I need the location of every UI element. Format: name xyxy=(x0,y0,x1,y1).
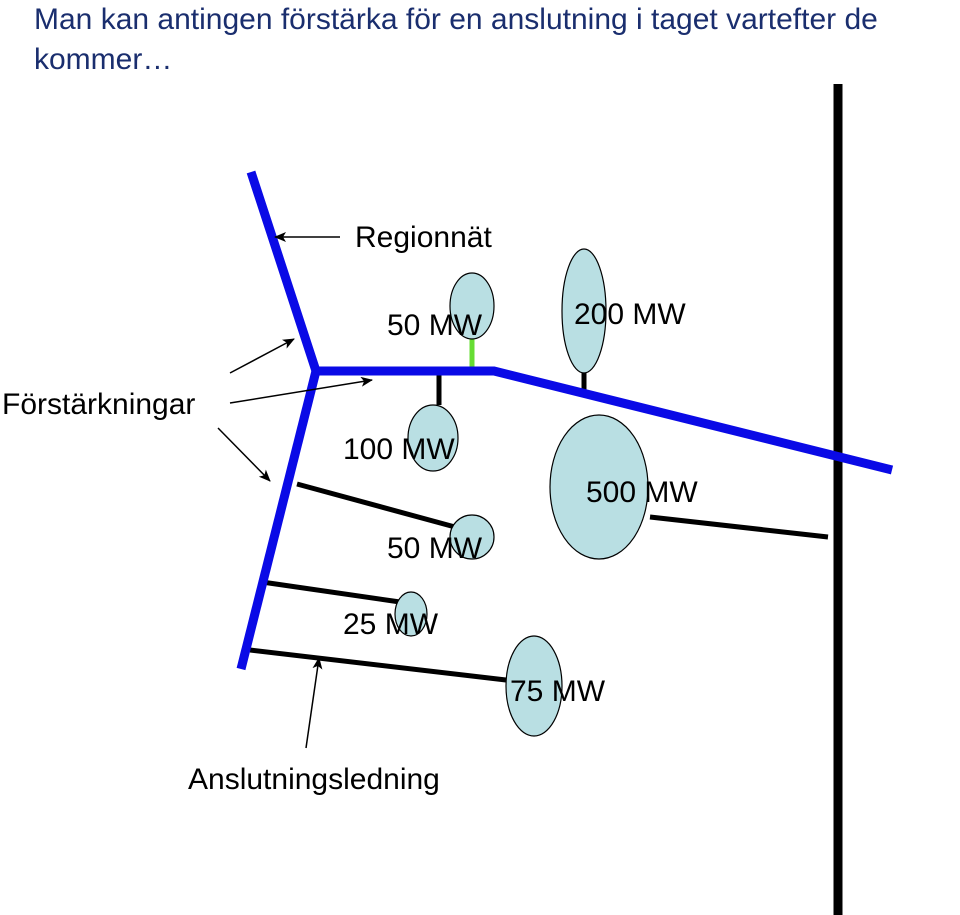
reinforcement-arrow-1 xyxy=(230,339,294,373)
regionnat-label: Regionnät xyxy=(355,221,492,254)
forstarkningar-label: Förstärkningar xyxy=(2,388,196,421)
page-title: Man kan antingen förstärka för en anslutning i taget vartefter de kommer… xyxy=(34,3,878,76)
connection-line-500mw xyxy=(650,517,828,537)
anslutningsledning-label: Anslutningsledning xyxy=(188,763,440,796)
load-label-200mw: 200 MW xyxy=(574,298,686,331)
load-label-500mw: 500 MW xyxy=(586,476,698,509)
load-label-50mw-lower: 50 MW xyxy=(387,532,483,565)
load-label-25mw: 25 MW xyxy=(343,608,439,641)
load-label-75mw: 75 MW xyxy=(510,675,606,708)
connection-line-50mw-lower xyxy=(297,484,455,527)
reinforcement-arrow-2 xyxy=(230,380,372,403)
reinforcement-line xyxy=(241,371,316,669)
load-label-50mw-top: 50 MW xyxy=(387,309,483,342)
reinforcement-arrow-3 xyxy=(218,428,270,481)
load-label-100mw: 100 MW xyxy=(343,433,455,466)
connection-line-75mw xyxy=(250,650,506,680)
connection-line-25mw xyxy=(262,582,400,602)
connection-line-arrow xyxy=(306,658,319,748)
